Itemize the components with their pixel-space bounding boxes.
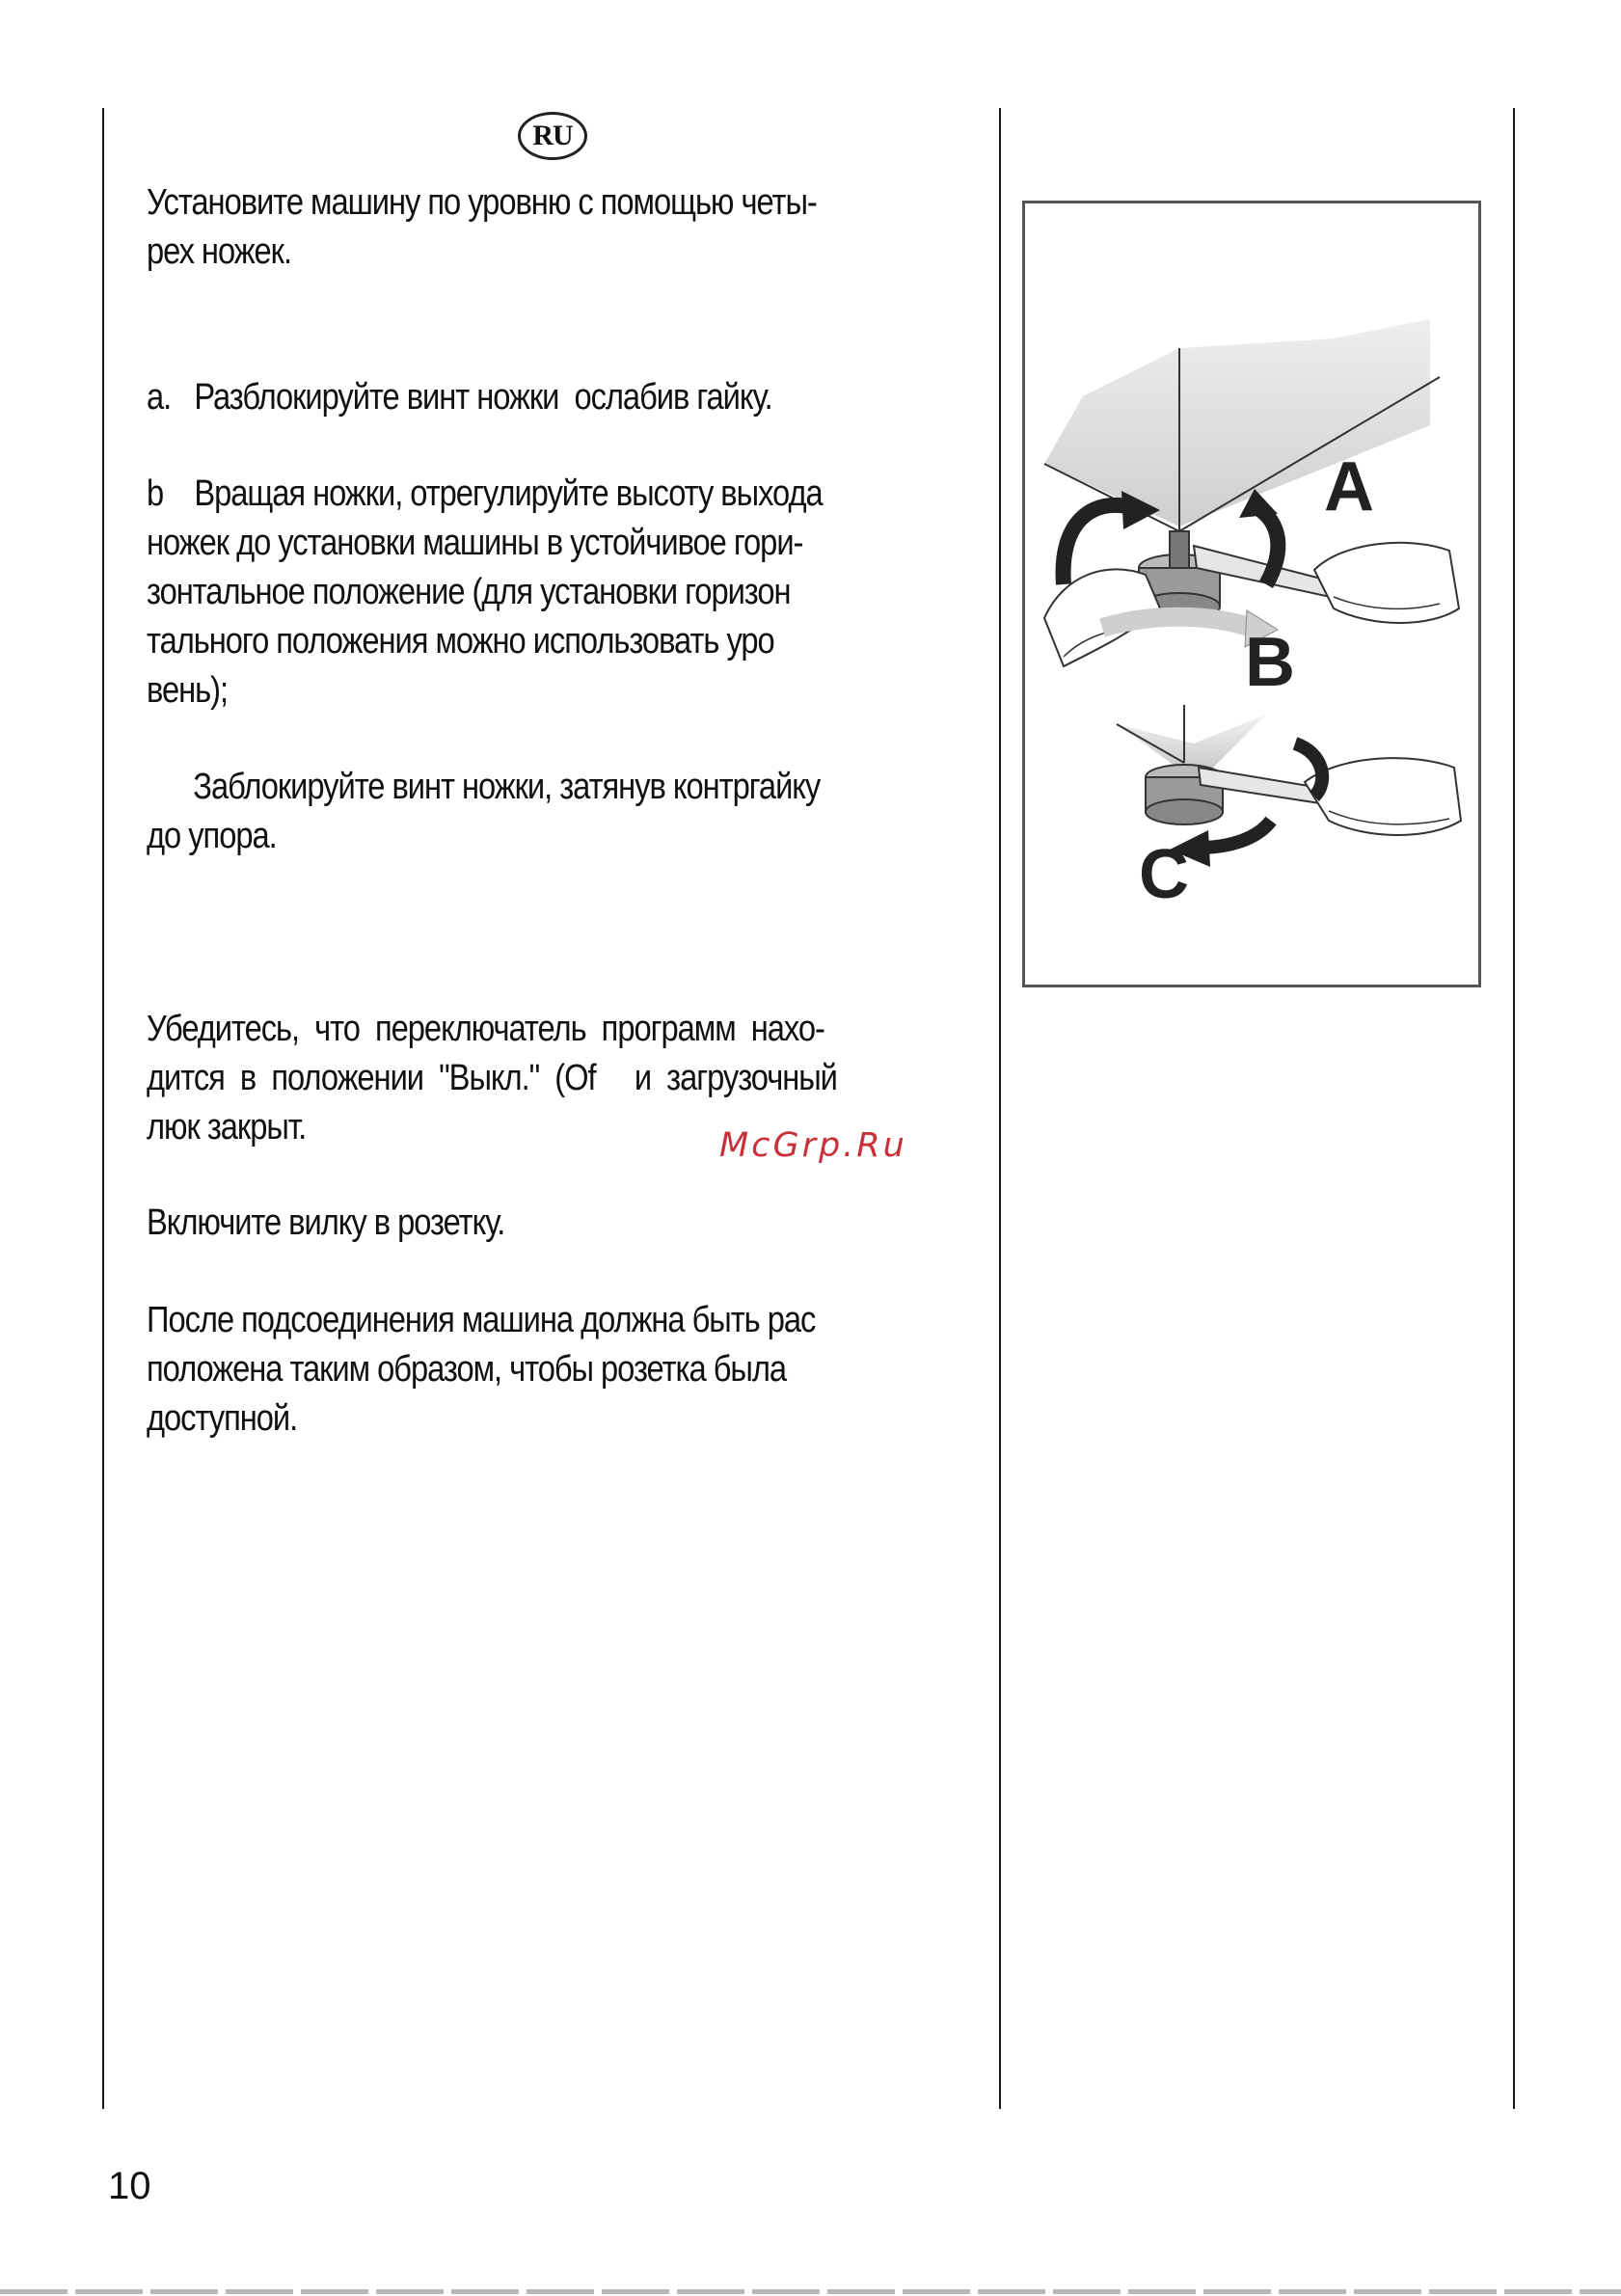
- label-c: C: [1139, 836, 1189, 913]
- left-margin-rule: [102, 108, 104, 2109]
- step-b-paragraph: b Вращая ножки, отрегулируйте высоту выхода ножек до установки машины в устойчивое гори- зонтальное положение (для установки горизон тального положения можно использовать уро вень);: [147, 473, 823, 711]
- lower-foot: [1146, 799, 1223, 824]
- intro-paragraph: Установите машину по уровню с помощью четы- рех ножек.: [147, 182, 817, 272]
- direction-arrow-b: [1102, 617, 1252, 628]
- step-a-paragraph: a. Разблокируйте винт ножки ослабив гайку.: [147, 377, 772, 418]
- language-badge: [518, 112, 587, 160]
- label-a: A: [1324, 448, 1374, 526]
- bottom-edge-mark: [0, 2289, 1621, 2294]
- watermark: McGrp.Ru: [719, 1126, 907, 1165]
- plug-paragraph: Включите вилку в розетку.: [147, 1202, 505, 1243]
- after-connection-paragraph: После подсоединения машина должна быть рас положена таким образом, чтобы розетка была доступной.: [147, 1300, 816, 1439]
- page-number: 10: [108, 2165, 151, 2207]
- tighten-arrow-bottom: [1199, 821, 1271, 848]
- language-badge-text: RU: [532, 120, 573, 151]
- column-divider-rule: [999, 108, 1001, 2109]
- right-margin-rule: [1513, 108, 1515, 2109]
- leveling-feet-illustration: [1022, 201, 1481, 987]
- machine-base-shading-bottom: [1117, 715, 1266, 772]
- step-c-paragraph: Заблокируйте винт ножки, затянув контргайку до упора.: [147, 767, 821, 856]
- check-paragraph: Убедитесь, что переключатель программ нахо- дится в положении "Выкл." (Of и загрузочный люк закрыт.: [147, 1009, 837, 1148]
- label-b: B: [1245, 624, 1295, 701]
- right-hand-upper: [1314, 543, 1459, 623]
